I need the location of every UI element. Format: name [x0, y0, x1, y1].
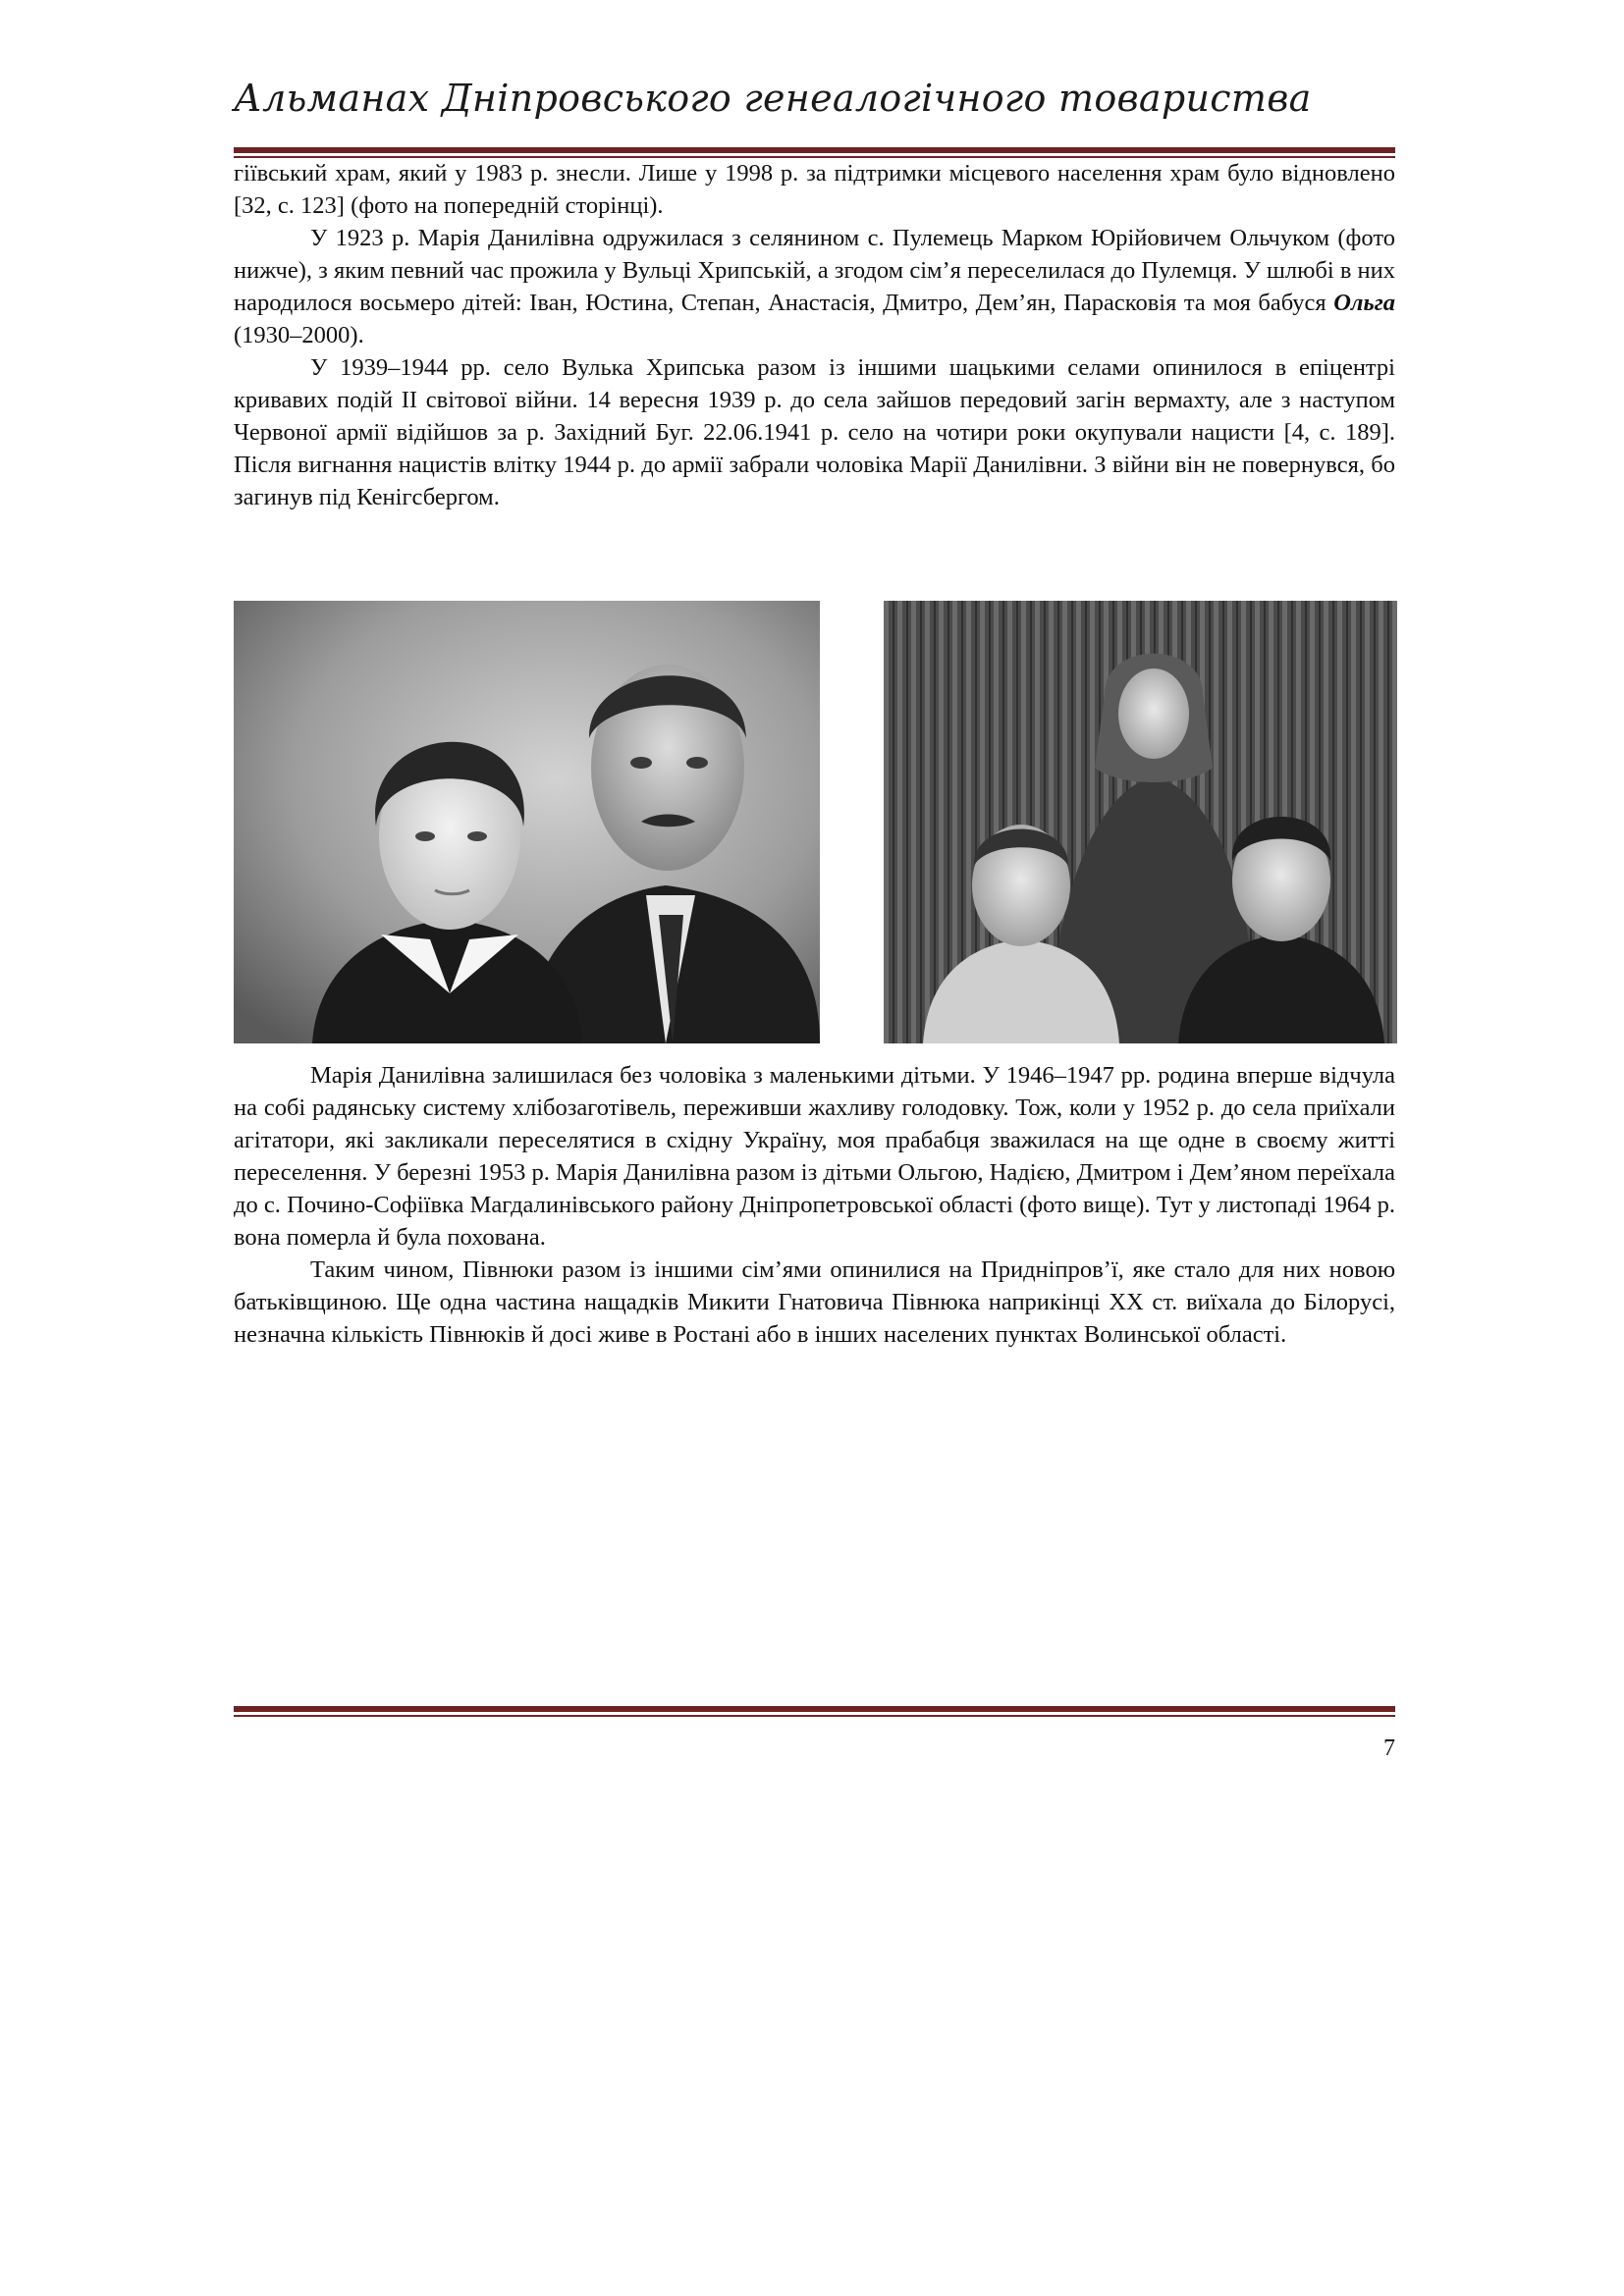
photo-three-women: [884, 601, 1397, 1043]
paragraph-4: Марія Данилівна залишилася без чоловіка з маленькими дітьми. У 1946–1947 рр. родина вперше відчула на собі радянську систему хлібозаготівель, переживши жахливу голодовку. Тож, коли у 1952 р. до села приїхали агітатори, які закликали переселятися в східну Україну, моя прабабця зважилася на ще одне в своєму житті переселення. У березні 1953 р. Марія Данилівна разом із дітьми Ольгою, Надією, Дмитром і Дем’яном переїхала до с. Почино-Софіївка Магдалинівського району Дніпропетровської області (фото вище). Тут у листопаді 1964 р. вона померла й була похована.: [234, 1062, 1395, 1251]
paragraph-1: гіївський храм, який у 1983 р. знесли. Лише у 1998 р. за підтримки місцевого населення храм було відновлено [32, с. 123] (фото на попередній сторінці).: [234, 160, 1395, 219]
text-block-bottom: [234, 1059, 1395, 1351]
text-block-top: [234, 157, 1395, 513]
paragraph-5: Таким чином, Півнюки разом із іншими сім’ями опинилися на Придніпров’ї, яке стало для них новою батьківщиною. Ще одна частина нащадків Микити Гнатовича Півнюка наприкінці ХХ ст. виїхала до Білорусі, незначна кількість Півнюків й досі живе в Ростані або в інших населених пунктах Волинської області.: [234, 1256, 1395, 1348]
running-header: Альманах Дніпровського генеалогічного товариства: [234, 77, 1312, 120]
footer-rule: [234, 1706, 1395, 1717]
page-number: 7: [1383, 1735, 1395, 1761]
paragraph-3: У 1939–1944 рр. село Вулька Хрипська разом із іншими шацькими селами опинилося в епіцентрі кривавих подій ІІ світової війни. 14 вересня 1939 р. до села зайшов передовий загін вермахту, але з наступом Червоної армії відійшов за р. Західний Буг. 22.06.1941 р. село на чотири роки окупували нацисти [4, с. 189]. Після вигнання нацистів влітку 1944 р. до армії забрали чоловіка Марії Данилівни. З війни він не повернувся, бо загинув під Кенігсбергом.: [234, 354, 1395, 510]
emphasis-name: Ольга: [1333, 290, 1395, 316]
photo-couple-portrait: [234, 601, 820, 1043]
paragraph-2: У 1923 р. Марія Данилівна одружилася з селянином с. Пулемець Марком Юрійовичем Ольчуком (фото нижче), з яким певний час прожила у Вульці Хрипській, а згодом сім’я переселилася до Пулемця. У шлюбі в них народилося восьмеро дітей: Іван, Юстина, Степан, Анастасія, Дмитро, Дем’ян, Парасковія та моя бабуся Ольга (1930–2000).: [234, 225, 1395, 348]
